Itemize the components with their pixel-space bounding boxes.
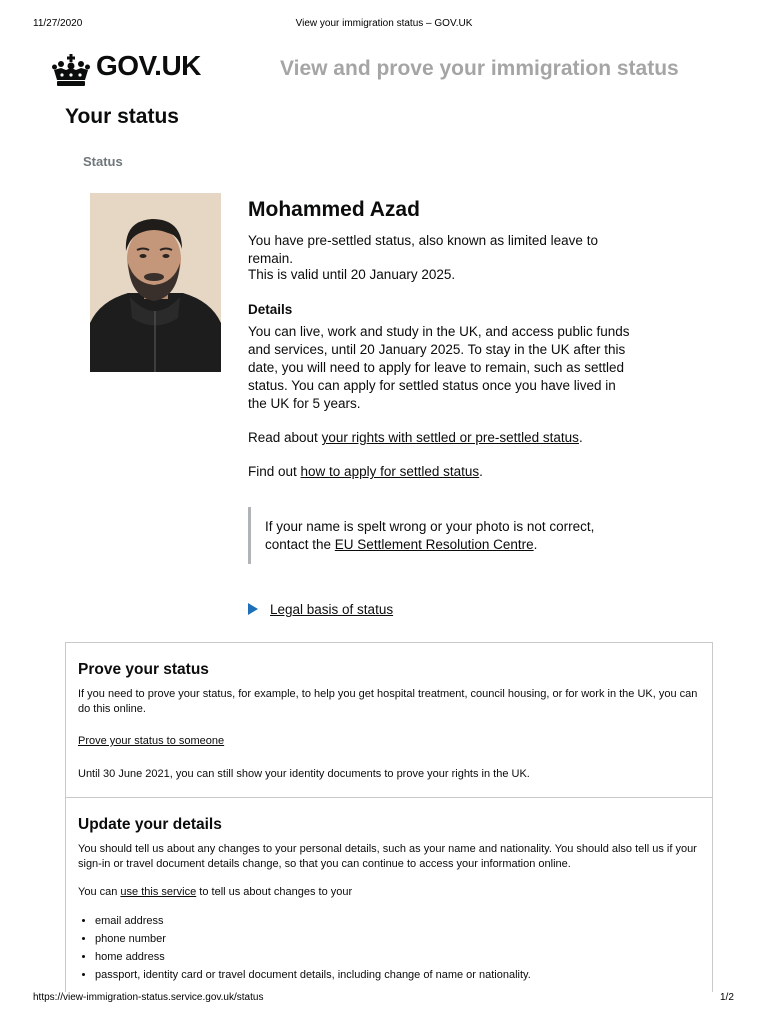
apply-link[interactable]: how to apply for settled status bbox=[300, 464, 480, 479]
inset-suffix: . bbox=[533, 537, 538, 552]
inset-line-1: If your name is spelt wrong or your photo is not correct, bbox=[265, 519, 595, 534]
person-photo bbox=[90, 193, 221, 372]
update-details-panel bbox=[65, 797, 713, 992]
govuk-logo-text[interactable]: GOV.UK bbox=[96, 50, 201, 81]
details-heading: Details bbox=[248, 302, 293, 317]
resolution-centre-link[interactable]: EU Settlement Resolution Centre bbox=[334, 537, 534, 552]
use-suffix: to tell us about changes to your bbox=[196, 886, 353, 898]
status-caption: Status bbox=[83, 154, 123, 169]
prove-note: Until 30 June 2021, you can still show your identity documents to prove your rights in the UK. bbox=[78, 767, 530, 780]
print-date: 11/27/2020 bbox=[33, 18, 83, 29]
rights-suffix: . bbox=[578, 430, 583, 445]
legal-basis-label[interactable]: Legal basis of status bbox=[270, 602, 394, 617]
details-body: You can live, work and study in the UK, and access public funds and services, until 20 January 2025. To stay in the UK after this date, you will need to apply for leave to remain, such as settled status. You can apply for settled status once you have lived in the UK for 5 years. bbox=[248, 324, 630, 411]
valid-until-line: This is valid until 20 January 2025. bbox=[248, 267, 456, 282]
change-list bbox=[78, 912, 700, 984]
rights-paragraph bbox=[248, 429, 633, 447]
service-name[interactable]: View and prove your immigration status bbox=[280, 57, 679, 80]
prove-status-panel bbox=[65, 642, 713, 798]
use-service-link[interactable]: use this service bbox=[120, 886, 197, 898]
crown-icon[interactable] bbox=[52, 54, 90, 86]
triangle-right-icon bbox=[248, 603, 258, 615]
list-item: • home address bbox=[95, 948, 700, 966]
prove-body: If you need to prove your status, for example, to help you get hospital treatment, council housing, or for work in the UK, you can do this online. bbox=[78, 688, 698, 715]
legal-basis-toggle[interactable] bbox=[248, 602, 393, 617]
prove-heading: Prove your status bbox=[78, 661, 209, 678]
prove-status-link[interactable]: Prove your status to someone bbox=[78, 735, 225, 747]
print-url: https://view-immigration-status.service.gov.uk/status bbox=[33, 992, 264, 1003]
status-line: You have pre-settled status, also known as limited leave to remain. bbox=[248, 233, 598, 266]
print-title: View your immigration status – GOV.UK bbox=[295, 18, 473, 29]
rights-prefix: Read about bbox=[248, 430, 322, 445]
list-item: • email address bbox=[95, 912, 700, 930]
apply-prefix: Find out bbox=[248, 464, 301, 479]
update-body: You should tell us about any changes to your personal details, such as your name and nationality. You should also tell us if your sign-in or travel document details change, so that you can continue to access your information online. bbox=[78, 843, 697, 870]
list-item: • phone number bbox=[95, 930, 700, 948]
apply-paragraph bbox=[248, 463, 633, 481]
print-page-number: 1/2 bbox=[720, 992, 734, 1003]
apply-suffix: . bbox=[479, 464, 483, 479]
inset-prefix: contact the bbox=[265, 537, 335, 552]
inset-line-2 bbox=[265, 536, 608, 554]
use-prefix: You can bbox=[78, 886, 121, 898]
update-heading: Update your details bbox=[78, 816, 222, 833]
person-name: Mohammed Azad bbox=[248, 198, 420, 221]
inset-text bbox=[248, 507, 608, 564]
list-item: • passport, identity card or travel document details, including change of name or nationality. bbox=[95, 966, 700, 984]
use-service-paragraph bbox=[78, 885, 700, 900]
rights-link[interactable]: your rights with settled or pre-settled status bbox=[321, 430, 579, 445]
page-heading: Your status bbox=[65, 105, 179, 128]
